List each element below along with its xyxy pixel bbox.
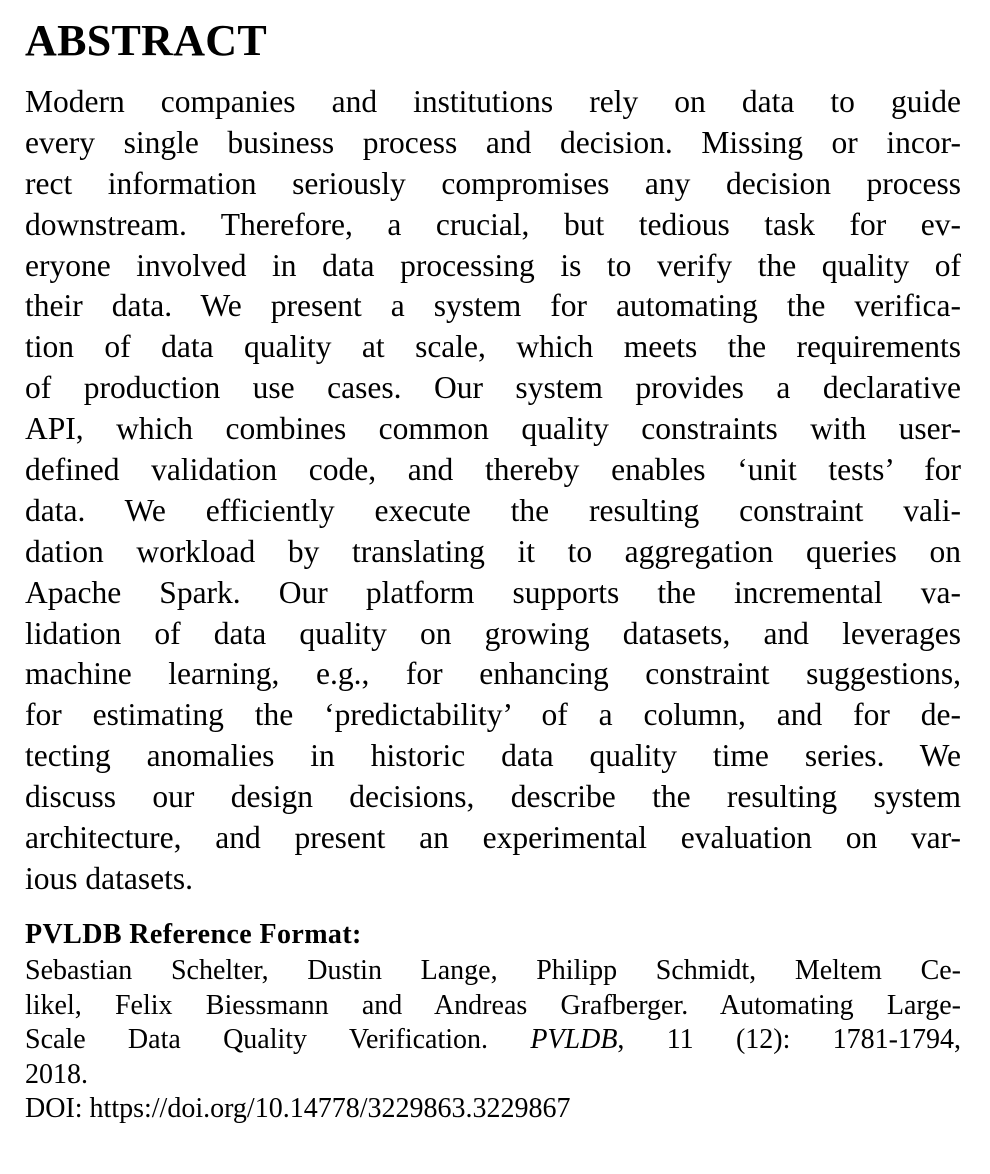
reference-citation <box>25 954 961 1127</box>
citation-title-fragment: Scale Data Quality Verification. <box>25 1024 531 1056</box>
citation-line: likel, Felix Biessmann and Andreas Grafberger. Automating Large- <box>25 989 961 1021</box>
abstract-line: every single business process and decision. Missing or incor- <box>25 124 961 160</box>
abstract-line: Apache Spark. Our platform supports the incremental va- <box>25 574 961 610</box>
citation-year: 2018. <box>25 1058 88 1090</box>
abstract-line: tecting anomalies in historic data quality time series. We <box>25 738 961 774</box>
abstract-line: API, which combines common quality constraints with user- <box>25 411 961 447</box>
abstract-line: for estimating the ‘predictability’ of a column, and for de- <box>25 697 961 733</box>
abstract-line: discuss our design decisions, describe the resulting system <box>25 779 961 815</box>
doi-link[interactable]: DOI: https://doi.org/10.14778/3229863.3229867 <box>25 1093 571 1125</box>
abstract-line: tion of data quality at scale, which meets the requirements <box>25 329 961 365</box>
citation-volume-pages: , 11 (12): 1781-1794, <box>617 1024 962 1056</box>
abstract-line: rect information seriously compromises any decision process <box>25 165 961 201</box>
journal-name: PVLDB <box>530 1024 618 1056</box>
abstract-line: ious datasets. <box>25 860 193 896</box>
abstract-line: downstream. Therefore, a crucial, but tedious task for ev- <box>25 206 961 242</box>
abstract-paragraph <box>25 82 961 900</box>
citation-line <box>25 1023 961 1058</box>
abstract-line: data. We efficiently execute the resulting constraint vali- <box>25 492 961 528</box>
abstract-line: Modern companies and institutions rely on data to guide <box>25 84 961 119</box>
abstract-line: their data. We present a system for automating the verifica- <box>25 288 961 324</box>
abstract-line: machine learning, e.g., for enhancing constraint suggestions, <box>25 656 961 692</box>
abstract-line: of production use cases. Our system provides a declarative <box>25 370 961 406</box>
abstract-line: architecture, and present an experimental evaluation on var- <box>25 820 961 856</box>
reference-format-heading: PVLDB Reference Format: <box>25 919 362 950</box>
citation-line: Sebastian Schelter, Dustin Lange, Philipp Schmidt, Meltem Ce- <box>25 955 961 986</box>
abstract-line: lidation of data quality on growing datasets, and leverages <box>25 615 961 651</box>
abstract-line: dation workload by translating it to aggregation queries on <box>25 533 961 569</box>
abstract-heading: ABSTRACT <box>25 16 268 65</box>
abstract-line: eryone involved in data processing is to verify the quality of <box>25 247 961 283</box>
abstract-line: defined validation code, and thereby enables ‘unit tests’ for <box>25 452 961 488</box>
